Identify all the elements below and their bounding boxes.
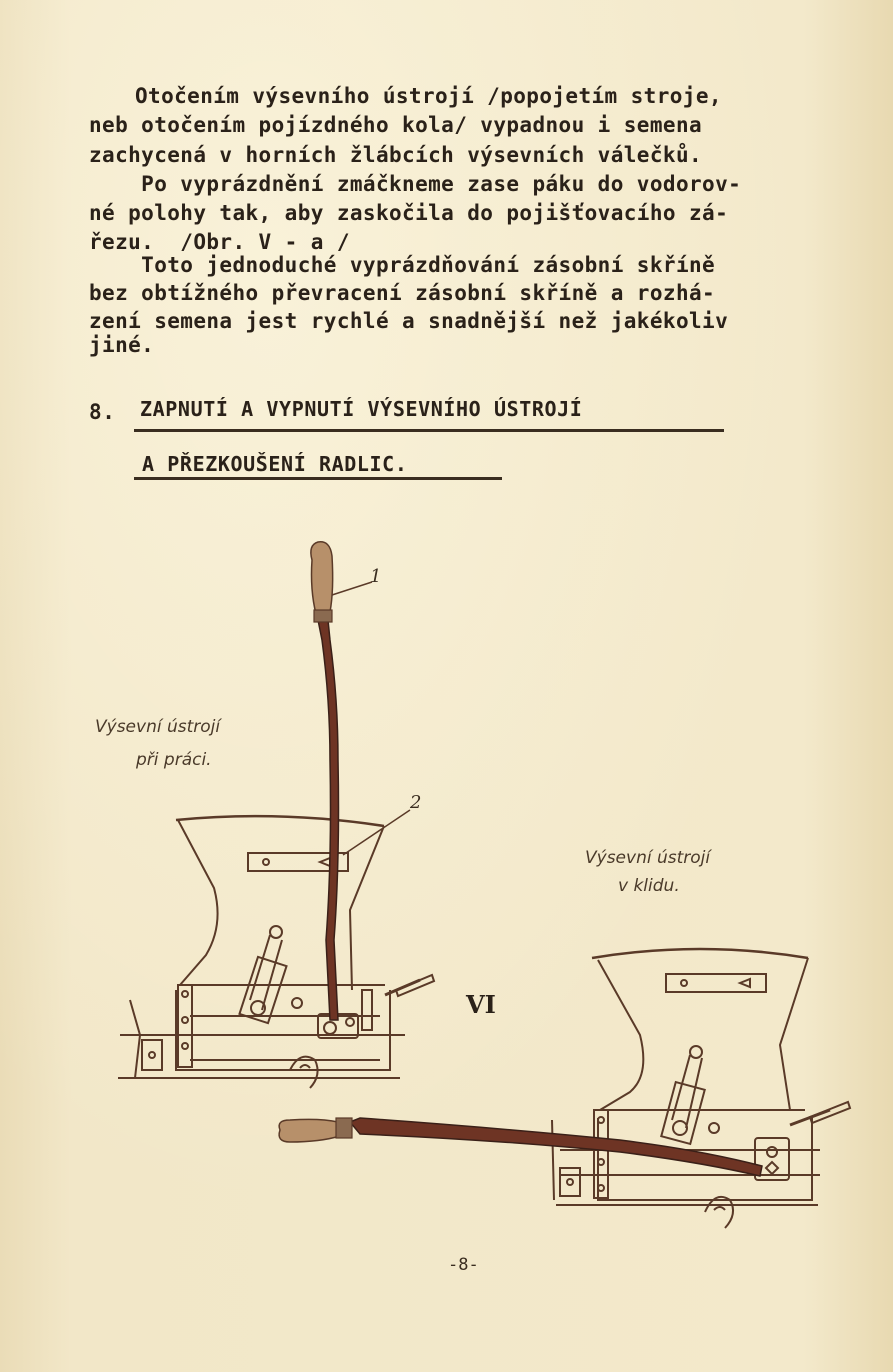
section-title-line-1: ZAPNUTÍ A VYPNUTÍ VÝSEVNÍHO ÚSTROJÍ (140, 397, 583, 421)
lever-horizontal (279, 1118, 762, 1176)
body-line-3: zachycená v horních žlábcích výsevních válečků. (89, 143, 703, 167)
figure-number: VI (466, 990, 496, 1019)
body-line-7: Toto jednoduché vyprázdňování zásobní skříně (89, 253, 716, 277)
body-line-10: jiné. (89, 333, 155, 357)
section-title-line-2: A PŘEZKOUŠENÍ RADLIC. (142, 452, 408, 476)
body-line-2: neb otočením pojízdného kola/ vypadnou i semena (89, 113, 703, 137)
body-line-5: né polohy tak, aby zaskočila do pojišťovacího zá- (89, 201, 729, 225)
right-caption-line-1: Výsevní ústrojí (585, 848, 711, 868)
page-number: -8- (448, 1255, 479, 1275)
left-caption-line-2: při práci. (136, 750, 212, 770)
figure-label-2: 2 (410, 792, 422, 813)
right-mechanism (552, 949, 850, 1228)
body-line-8: bez obtížného převracení zásobní skříně a rozhá- (89, 281, 716, 305)
left-mechanism (118, 582, 434, 1088)
left-caption-line-1: Výsevní ústrojí (95, 717, 221, 737)
section-number: 8. (89, 400, 116, 424)
body-line-1: Otočením výsevního ústrojí /popojetím stroje, (135, 84, 722, 108)
body-line-4: Po vyprázdnění zmáčkneme zase páku do vodorov- (89, 172, 742, 196)
body-line-9: zení semena jest rychlé a snadnější než jakékoliv (89, 309, 729, 333)
right-caption-line-2: v klidu. (618, 876, 680, 896)
lever-vertical (311, 542, 339, 1020)
figure-label-1: 1 (370, 566, 382, 587)
body-line-6: řezu. /Obr. V - a / (89, 230, 350, 254)
